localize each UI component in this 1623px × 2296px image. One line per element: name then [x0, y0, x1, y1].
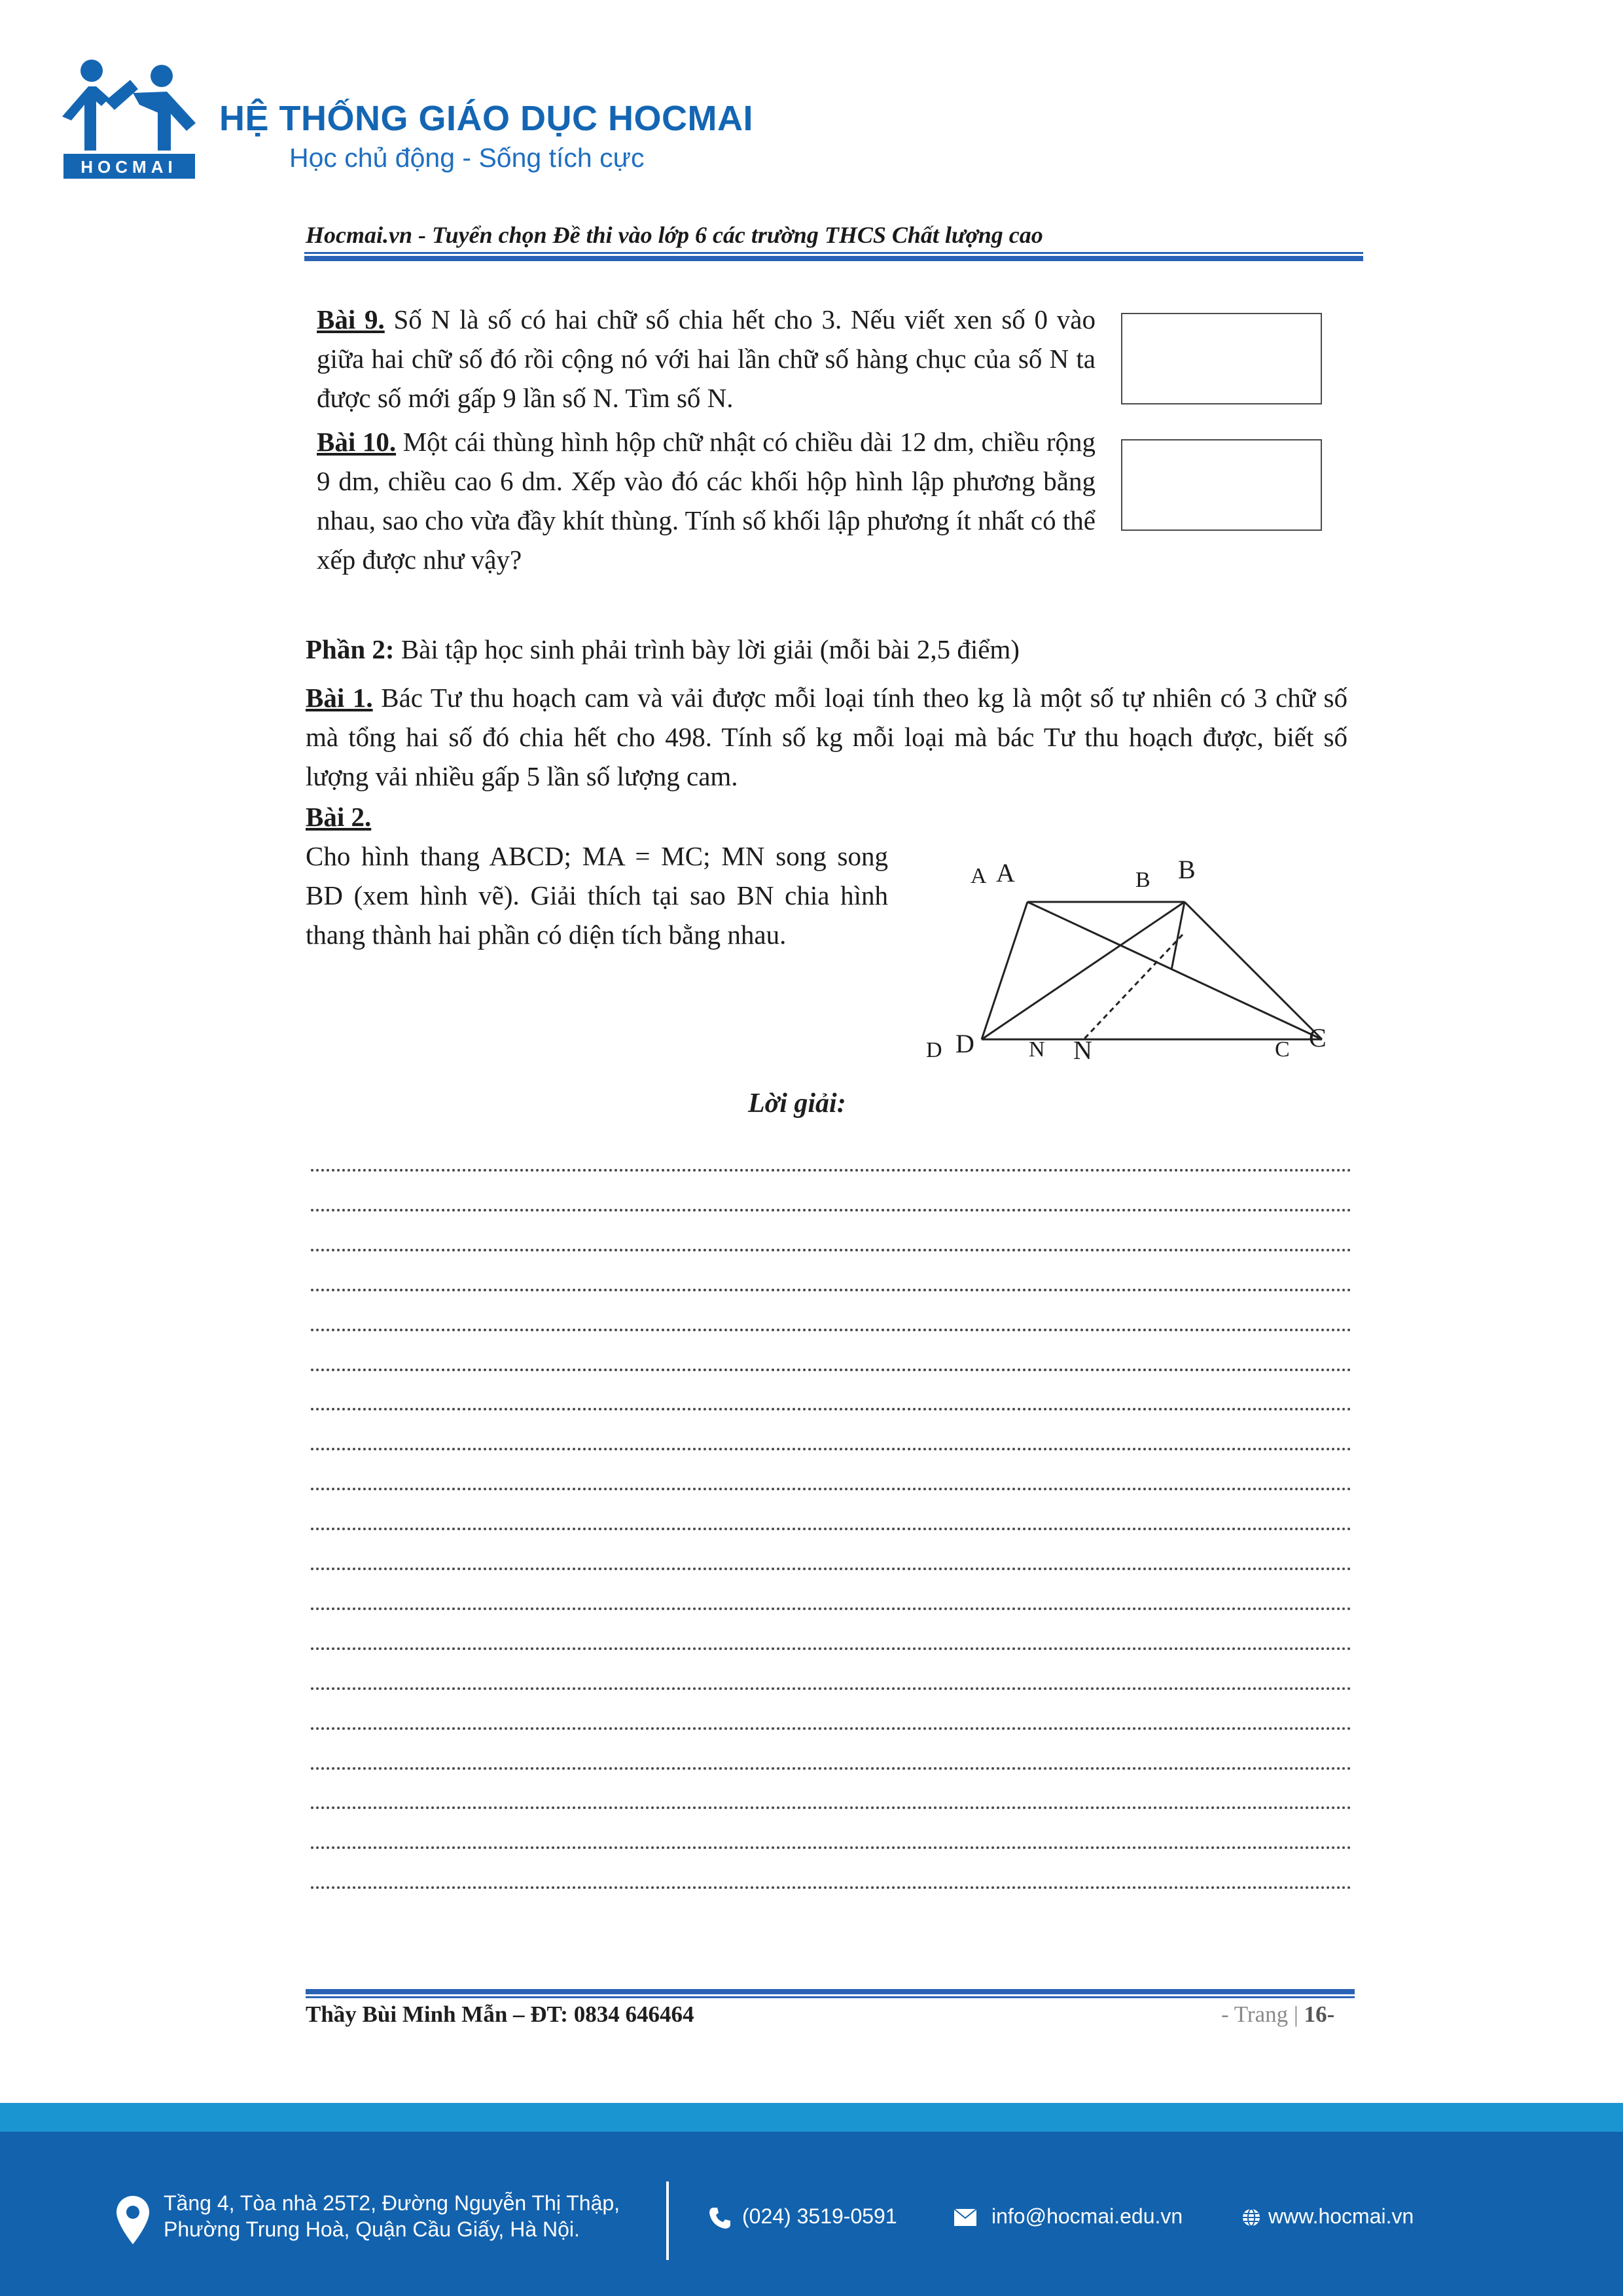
answer-line[interactable]	[311, 1886, 1351, 1889]
hocmai-logo	[62, 52, 196, 180]
footer-rule-thick	[306, 1989, 1355, 1994]
footer-phone[interactable]: (024) 3519-0591	[742, 2204, 897, 2228]
edge-bc	[1185, 902, 1322, 1039]
answer-line[interactable]	[311, 1408, 1351, 1410]
document-header: Hocmai.vn - Tuyển chọn Đề thi vào lớp 6 các trường THCS Chất lượng cao	[306, 222, 1043, 248]
answer-line[interactable]	[311, 1369, 1351, 1371]
label-a-small: A	[971, 864, 987, 888]
header-rule-thick	[304, 256, 1363, 261]
answer-box-bai-10[interactable]	[1121, 439, 1322, 531]
answer-line[interactable]	[311, 1806, 1351, 1809]
brand-title: HỆ THỐNG GIÁO DỤC HOCMAI	[219, 99, 753, 138]
label-d: D	[955, 1029, 974, 1058]
footer-address: Tầng 4, Tòa nhà 25T2, Đường Nguyễn Thị Thập, Phường Trung Hoà, Quận Cầu Giấy, Hà Nội.	[164, 2191, 620, 2241]
diagonal-bd	[982, 902, 1185, 1039]
globe-icon	[1242, 2208, 1260, 2227]
answer-box-bai-9[interactable]	[1121, 313, 1322, 404]
footer-rule-thin	[306, 1996, 1355, 1998]
header-rule-thin	[304, 252, 1363, 254]
problem-bai-10: Bài 10. Một cái thùng hình hộp chữ nhật có chiều dài 12 dm, chiều rộng 9 dm, chiều cao 6 dm. Xếp vào đó các khối hộp hình lập phương bằng nhau, sao cho vừa đầy khít thùng. Tính số khối lập phương ít nhất có thể xếp được như vậy?	[317, 427, 1096, 575]
answer-line[interactable]	[311, 1209, 1351, 1211]
label-c-small: C	[1275, 1037, 1290, 1062]
answer-line[interactable]	[311, 1607, 1351, 1610]
label-d-small: D	[926, 1038, 942, 1062]
answer-line[interactable]	[311, 1647, 1351, 1650]
answer-line[interactable]	[311, 1846, 1351, 1849]
part-2-heading: Phần 2: Bài tập học sinh phải trình bày lời giải (mỗi bài 2,5 điểm)	[306, 634, 1020, 664]
footer-email[interactable]: info@hocmai.edu.vn	[991, 2204, 1183, 2228]
location-pin-icon	[116, 2196, 149, 2244]
answer-line[interactable]	[311, 1329, 1351, 1331]
answer-line[interactable]	[311, 1687, 1351, 1690]
diagonal-ac	[1027, 902, 1322, 1039]
edge-ad	[982, 902, 1027, 1039]
label-n: N	[1073, 1035, 1092, 1065]
label-b-small: B	[1135, 868, 1150, 892]
solution-title: Lời giải:	[748, 1088, 846, 1119]
answer-line[interactable]	[311, 1249, 1351, 1251]
answer-line[interactable]	[311, 1727, 1351, 1730]
trapezoid-figure	[916, 844, 1348, 1080]
brand-slogan: Học chủ động - Sống tích cực	[289, 143, 645, 173]
answer-line[interactable]	[311, 1289, 1351, 1291]
svg-text:HOCMAI: HOCMAI	[80, 157, 177, 177]
answer-line[interactable]	[311, 1528, 1351, 1530]
email-icon	[954, 2209, 976, 2226]
problem-part2-bai-1: Bài 1. Bác Tư thu hoạch cam và vải được mỗi loại tính theo kg là một số tự nhiên có 3 chữ số mà tổng hai số đó chia hết cho 498. Tính số kg mỗi loại mà bác Tư thu hoạch được, biết số lượng vải nhiều gấp 5 lần số lượng cam.	[306, 683, 1347, 791]
page-number: - Trang | 16-	[1221, 2001, 1335, 2027]
footer-website[interactable]: www.hocmai.vn	[1268, 2204, 1414, 2228]
answer-line[interactable]	[311, 1767, 1351, 1770]
answer-line[interactable]	[311, 1488, 1351, 1490]
problem-part2-bai-2-label: Bài 2.	[306, 802, 372, 832]
answer-line[interactable]	[311, 1169, 1351, 1172]
label-n-small: N	[1029, 1037, 1045, 1062]
label-c: C	[1309, 1023, 1327, 1052]
footer-band-light	[0, 2103, 1623, 2132]
problem-part2-bai-2-text: Cho hình thang ABCD; MA = MC; MN song song BD (xem hình vẽ). Giải thích tại sao BN chia hình thang thành hai phần có diện tích bằng nhau.	[306, 841, 888, 950]
label-a: A	[996, 858, 1015, 888]
footer-divider	[666, 2181, 669, 2260]
label-b: B	[1178, 855, 1196, 884]
problem-bai-9: Bài 9. Số N là số có hai chữ số chia hết cho 3. Nếu viết xen số 0 vào giữa hai chữ số đó rồi cộng nó với hai lần chữ số hàng chục của số N ta được số mới gấp 9 lần số N. Tìm số N.	[317, 304, 1096, 413]
answer-line[interactable]	[311, 1568, 1351, 1570]
footer-author: Thầy Bùi Minh Mẫn – ĐT: 0834 646464	[306, 2001, 694, 2027]
answer-line[interactable]	[311, 1448, 1351, 1450]
phone-icon	[708, 2206, 732, 2230]
